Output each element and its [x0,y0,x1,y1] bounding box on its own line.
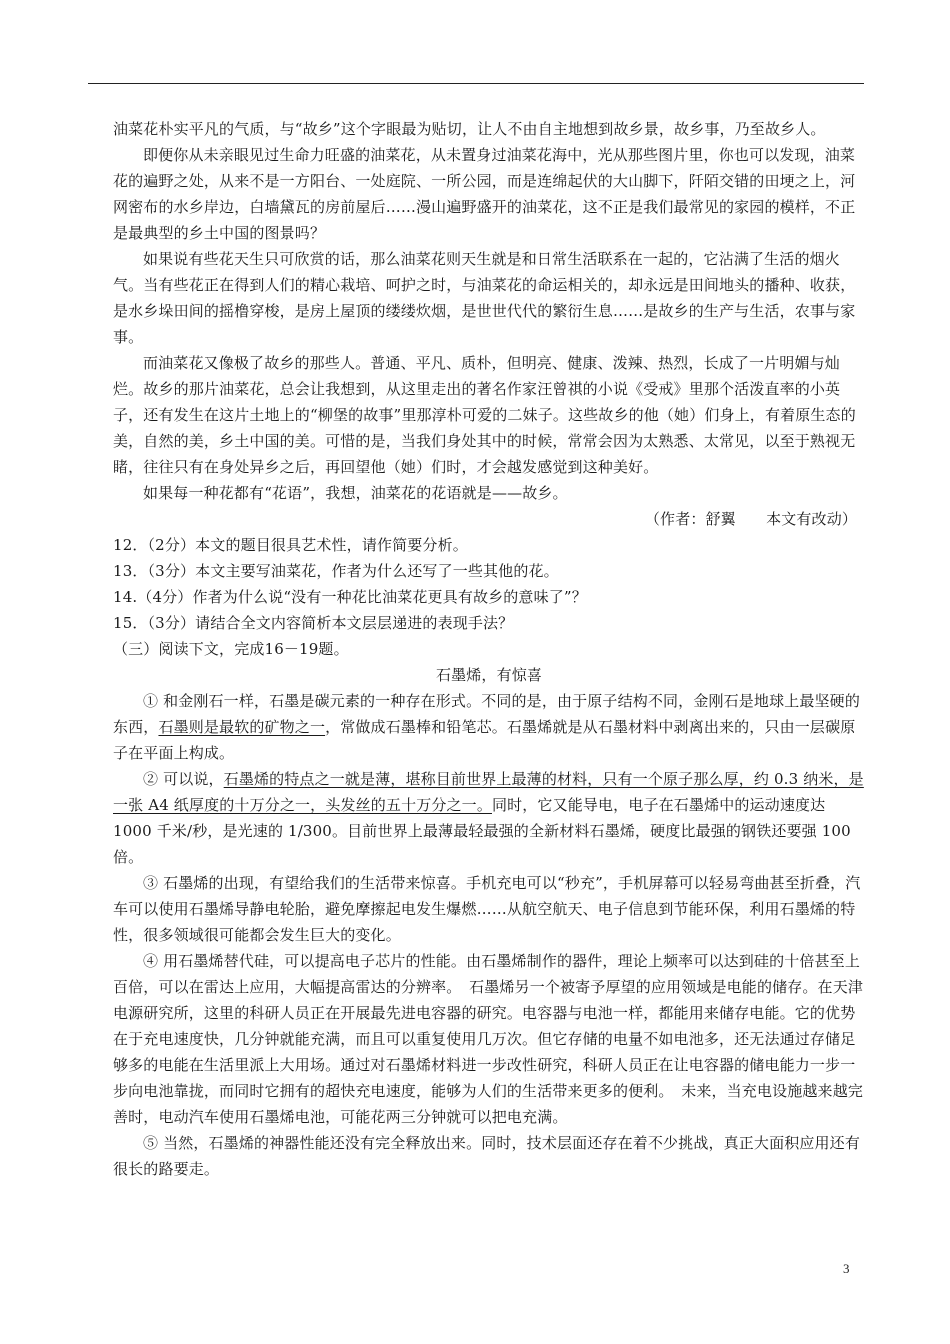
page-body [113,116,865,1182]
p2-underlined-text: 石墨烯的特点之一就是薄，堪称目前世界上最薄的材料，只有一个原子那么厚，约 0.3 纳米，是一张 A4 纸厚度的十万分之一，头发丝的五十万分之一。 [113,770,864,814]
essay1-paragraph-4: 而油菜花又像极了故乡的那些人。普通、平凡、质朴，但明亮、健康、泼辣、热烈，长成了一片明媚与灿烂。故乡的那片油菜花，总会让我想到，从这里走出的著名作家汪曾祺的小说《受戒》里那个活泼直率的小英子，还有发生在这片土地上的“柳堡的故事”里那淳朴可爱的二妹子。这些故乡的他（她）们身上，有着原生态的美，自然的美，乡土中国的美。可惜的是，当我们身处其中的时候，常常会因为太熟悉、太常见，以至于熟视无睹，往往只有在身处异乡之后，再回望他（她）们时，才会越发感觉到这种美好。 [113,354,856,476]
question-15: 15．（3分）请结合全文内容简析本文层层递进的表现手法？ [113,614,514,632]
question-12: 12．（2分）本文的题目很具艺术性，请作简要分析。 [113,536,468,554]
article-paragraph-4: ④ 用石墨烯替代硅，可以提高电子芯片的性能。由石墨烯制作的器件，理论上频率可以达到硅的十倍甚至上百倍，可以在雷达上应用，大幅提高雷达的分辨率。 石墨烯另一个被寄予厚望的应用领域是电能的储存。在天津电源研究所，这里的科研人员正在开展最先进电容器的研究。电容器与电池一样，都能用来储存电能。它的优势在于充电速度快，几分钟就能充满，而且可以重复使用几万次。但它存储的电量不如电池多，还无法通过存储足够多的电能在生活里派上大用场。通过对石墨烯材料进一步改性研究，科研人员正在让电容器的储电能力一步一步向电池靠拢，而同时它拥有的超快充电速度，能够为人们的生活带来更多的便利。 未来，当充电设施越来越完善时，电动汽车使用石墨烯电池，可能花两三分钟就可以把电充满。 [113,952,864,1126]
page-number: 3 [843,1261,850,1276]
author-note: （作者：舒翼 本文有改动） [644,510,857,528]
essay1-paragraph-2: 即便你从未亲眼见过生命力旺盛的油菜花，从未置身过油菜花海中，光从那些图片里，你也可以发现，油菜花的遍野之处，从来不是一方阳台、一处庭院、一所公园，而是连绵起伏的大山脚下，阡陌交错的田埂之上，河网密布的水乡岸边，白墙黛瓦的房前屋后……漫山遍野盛开的油菜花，这不正是我们最常见的家园的模样，不正是最典型的乡土中国的图景吗？ [113,146,856,242]
p1-text-a: ① 和金刚石一样，石墨是碳元素的一种存在形式。不同的是，由于原子结构不同，金刚石是地球上最坚硬的东西， [113,692,860,736]
p1-text-b: ，常做成石墨棒和铅笔芯。石墨烯就是从石墨材料中剥离出来的，只由一层碳原子在平面上构成。 [113,718,856,762]
p1-underlined-text: 石墨则是最软的矿物之一 [158,718,326,736]
essay1-paragraph-3: 如果说有些花天生只可欣赏的话，那么油菜花则天生就是和日常生活联系在一起的，它沾满了生活的烟火气。当有些花正在得到人们的精心栽培、呵护之时，与油菜花的命运相关的，却永远是田间地头的播种、收获，是水乡垛田间的摇橹穿梭，是房上屋顶的缕缕炊烟，是世世代代的繁衍生息……是故乡的生产与生活，农事与家事。 [113,250,856,346]
question-13: 13．（3分）本文主要写油菜花，作者为什么还写了一些其他的花。 [113,562,559,580]
question-14: 14.（4分）作者为什么说“没有一种花比油菜花更具有故乡的意味了”？ [113,588,587,606]
p2-text-a: ② 可以说， [143,770,224,788]
essay1-paragraph-continued: 油菜花朴实平凡的气质，与“故乡”这个字眼最为贴切，让人不由自主地想到故乡景，故乡事，乃至故乡人。 [113,120,826,138]
article-paragraph-3: ③ 石墨烯的出现，有望给我们的生活带来惊喜。手机充电可以“秒充”，手机屏幕可以轻易弯曲甚至折叠，汽车可以使用石墨烯导静电轮胎，避免摩擦起电发生爆燃……从航空航天、电子信息到节能环保，利用石墨烯的特性，很多领域很可能都会发生巨大的变化。 [113,874,861,944]
section-heading: （三）阅读下文，完成16－19题。 [113,640,349,658]
header-rule [88,83,864,84]
article-paragraph-2 [113,766,865,870]
article-title: 石墨烯，有惊喜 [435,666,543,684]
article-paragraph-1 [113,688,865,766]
essay1-paragraph-5: 如果每一种花都有“花语”，我想，油菜花的花语就是——故乡。 [143,484,568,502]
p2-text-b: 同时，它又能导电，电子在石墨烯中的运动速度达 1000 千米/秒，是光速的 1/300。目前世界上最薄最轻最强的全新材料石墨烯，硬度比最强的钢铁还要强 100 倍。 [113,796,851,866]
article-paragraph-5: ⑤ 当然，石墨烯的神器性能还没有完全释放出来。同时，技术层面还存在着不少挑战，真正大面积应用还有很长的路要走。 [113,1134,860,1178]
